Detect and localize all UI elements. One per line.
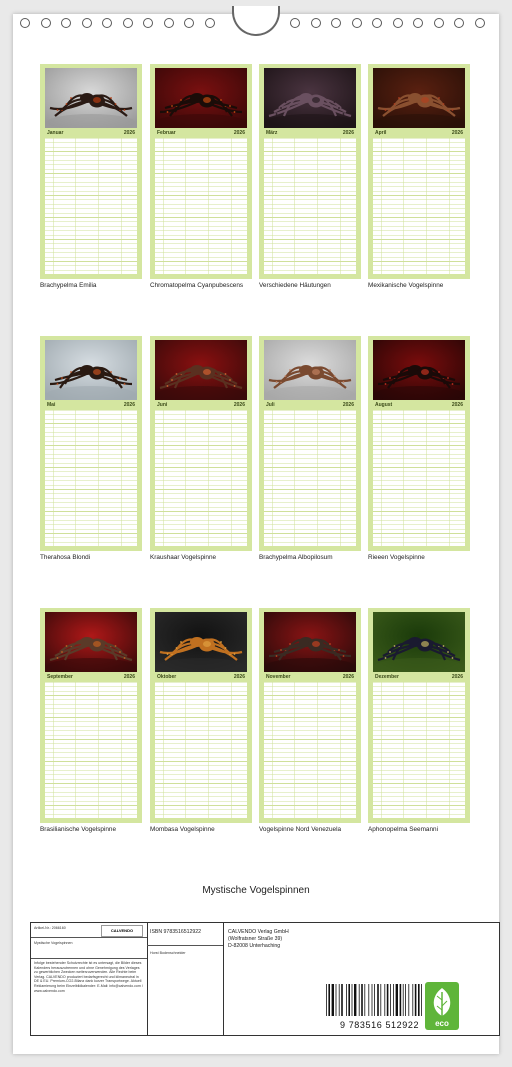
month-name: Dezember [375,674,399,680]
isbn: ISBN 9783516512922 [150,929,202,935]
month-panel [150,336,252,551]
month-day-grid [155,138,247,274]
binding-hole [311,18,321,28]
month-caption: Brachypelma Emilia [40,282,97,289]
month-name: Juni [157,402,168,408]
tarantula-photo [45,68,137,128]
month-year: 2026 [233,402,245,408]
month-day-grid [155,682,247,818]
month-panel [40,608,142,823]
barcode [326,984,430,1016]
month-year: 2026 [123,130,135,136]
month-panel [259,64,361,279]
month-name: November [266,674,291,680]
month-day-grid [45,138,137,274]
month-header [264,673,356,681]
month-header [264,129,356,137]
imprint-col-middle [147,923,224,1035]
tarantula-photo [264,612,356,672]
article-number: Artikel-Nr.: 2066160 [34,926,66,930]
month-name: August [375,402,393,408]
legal-text: Infolge bestehender Schutzrechte ist es untersagt, die Bilder dieses Kalenders herauszutrennen und ohne Genehmigung des Verlages zu gewerblichen Zwecken weiterzuverwenden. Alle Rechte beim Verlag. CALVENDO produziert bedarfsgerecht und klimaneutral in DE & EU. Premium-CO2-Bilanz dank kurzer Transportwege. Aktuell Reklamierung beim Einzelbildkalender: E-Mail: info@calvendo.com / www.calvendo.com [34,961,143,993]
month-name: April [375,130,387,136]
month-day-grid [264,410,356,546]
tarantula-photo [45,612,137,672]
binding-hole [61,18,71,28]
month-header [155,673,247,681]
month-name: März [266,130,278,136]
month-day-grid [155,410,247,546]
month-name: Juli [266,402,275,408]
binding-hole [393,18,403,28]
month-caption: Vogelspinne Nord Venezuela [259,826,342,833]
month-panel [368,608,470,823]
binding-hole [290,18,300,28]
binding-hole [205,18,215,28]
binding-hole [123,18,133,28]
month-header [45,673,137,681]
binding-hole [41,18,51,28]
tarantula-photo [373,340,465,400]
month-caption: Brachypelma Albopilosum [259,554,333,561]
month-panel [150,608,252,823]
month-caption: Brasilianische Vogelspinne [40,826,117,833]
tarantula-photo [155,340,247,400]
month-day-grid [373,138,465,274]
binding-hole [331,18,341,28]
binding-hole [184,18,194,28]
month-day-grid [373,410,465,546]
binding-hole [475,18,485,28]
month-year: 2026 [342,402,354,408]
month-name: September [47,674,73,680]
author-name: Horst Bodenschneider [150,951,186,955]
month-panel [40,64,142,279]
month-day-grid [264,138,356,274]
month-name: Mai [47,402,56,408]
month-year: 2026 [451,402,463,408]
month-year: 2026 [123,402,135,408]
binding-hole [164,18,174,28]
month-header [373,129,465,137]
binding-hole [434,18,444,28]
month-day-grid [373,682,465,818]
month-name: Februar [157,130,176,136]
month-panel [368,64,470,279]
product-title-small: Mystische Vogelspinnen [34,941,73,945]
binding-hole [352,18,362,28]
month-year: 2026 [233,130,245,136]
month-panel [368,336,470,551]
month-header [155,401,247,409]
imprint-col-left [31,923,148,1035]
calvendo-logo: CALVENDO [101,925,143,937]
month-caption: Verschiedene Häutungen [259,282,331,289]
binding-hole [143,18,153,28]
month-header [155,129,247,137]
binding-hole [82,18,92,28]
month-caption: Rieeen Vogelspinne [368,554,425,561]
month-name: Oktober [157,674,177,680]
binding-hole [454,18,464,28]
month-header [45,129,137,137]
tarantula-photo [45,340,137,400]
barcode-number: 9 783516 512922 [340,1020,420,1030]
binding-hole [413,18,423,28]
month-year: 2026 [451,130,463,136]
month-day-grid [45,410,137,546]
month-panel [40,336,142,551]
month-year: 2026 [233,674,245,680]
binding-hole [102,18,112,28]
month-caption: Mombasa Vogelspinne [150,826,215,833]
month-year: 2026 [451,674,463,680]
month-day-grid [45,682,137,818]
tarantula-photo [155,68,247,128]
month-caption: Therahosa Blondi [40,554,91,561]
tarantula-photo [155,612,247,672]
tarantula-photo [264,340,356,400]
month-caption: Chromatopelma Cyanpubescens [150,282,244,289]
month-caption: Mexikanische Vogelspinne [368,282,444,289]
eco-label: eco [435,1019,449,1028]
calendar-title: Mystische Vogelspinnen [202,885,310,896]
month-header [45,401,137,409]
month-name: Januar [47,130,64,136]
publisher-name: CALVENDO Verlag GmbH [228,929,289,935]
tarantula-photo [373,612,465,672]
month-caption: Kraushaar Vogelspinne [150,554,217,561]
month-panel [259,608,361,823]
binding-hole [372,18,382,28]
month-caption: Aphonopelma Seemanni [368,826,438,833]
month-day-grid [264,682,356,818]
month-year: 2026 [342,674,354,680]
publisher-street: (Wolfratsner Straße 39) [228,936,283,942]
binding-hole [20,18,30,28]
tarantula-photo [373,68,465,128]
month-year: 2026 [123,674,135,680]
month-header [264,401,356,409]
month-year: 2026 [342,130,354,136]
month-header [373,673,465,681]
month-header [373,401,465,409]
tarantula-photo [264,68,356,128]
publisher-city: D-82008 Unterhaching [228,943,281,949]
month-panel [150,64,252,279]
month-panel [259,336,361,551]
eco-badge [425,982,459,1030]
